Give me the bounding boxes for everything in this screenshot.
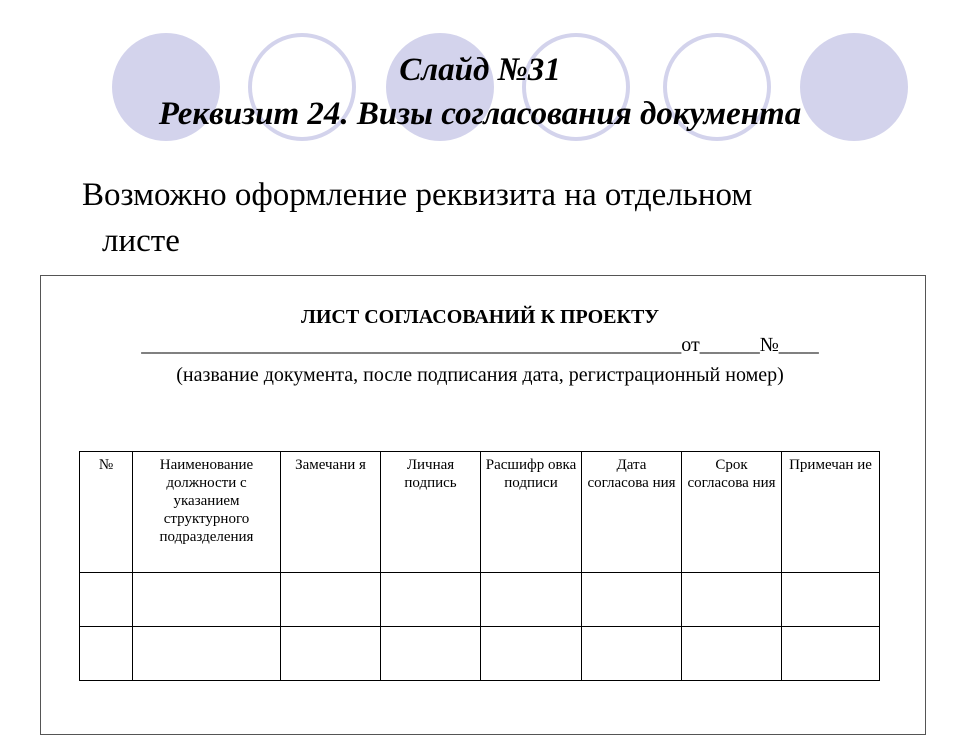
table-cell xyxy=(133,573,281,627)
slide-title-subject: Реквизит 24. Визы согласования документа xyxy=(158,96,802,132)
column-header: Расшифр овка подписи xyxy=(481,452,582,573)
table-cell xyxy=(782,627,880,681)
column-header: Примечан ие xyxy=(782,452,880,573)
table-cell xyxy=(582,573,682,627)
table-cell xyxy=(80,627,133,681)
table-cell xyxy=(481,627,582,681)
body-line-1: Возможно оформление реквизита на отдельном xyxy=(82,177,753,213)
table-row xyxy=(80,573,880,627)
slide-title xyxy=(40,48,920,136)
table-cell xyxy=(281,573,381,627)
table-cell xyxy=(281,627,381,681)
slide-body-text xyxy=(82,172,882,264)
slide-title-number: Слайд №31 xyxy=(399,52,561,88)
body-line-2: листе xyxy=(102,223,180,259)
column-header: Замечани я xyxy=(281,452,381,573)
table-row xyxy=(80,627,880,681)
document-name-line: ______________________________________________________от______№____ xyxy=(141,334,819,356)
column-header: Наименование должности с указанием структурного подразделения xyxy=(133,452,281,573)
column-header: № xyxy=(80,452,133,573)
approval-table xyxy=(79,451,880,681)
column-header: Личная подпись xyxy=(381,452,481,573)
column-header: Срок согласова ния xyxy=(682,452,782,573)
table-cell xyxy=(381,627,481,681)
table-cell xyxy=(381,573,481,627)
table-cell xyxy=(582,627,682,681)
table-cell xyxy=(133,627,281,681)
table-header-row xyxy=(80,452,880,573)
approval-sheet-heading: ЛИСТ СОГЛАСОВАНИЙ К ПРОЕКТУ xyxy=(300,306,660,328)
table-cell xyxy=(481,573,582,627)
table-cell xyxy=(80,573,133,627)
table-cell xyxy=(682,573,782,627)
document-name-note: (название документа, после подписания дата, регистрационный номер) xyxy=(176,364,784,386)
column-header: Дата согласова ния xyxy=(582,452,682,573)
table-cell xyxy=(782,573,880,627)
table-cell xyxy=(682,627,782,681)
